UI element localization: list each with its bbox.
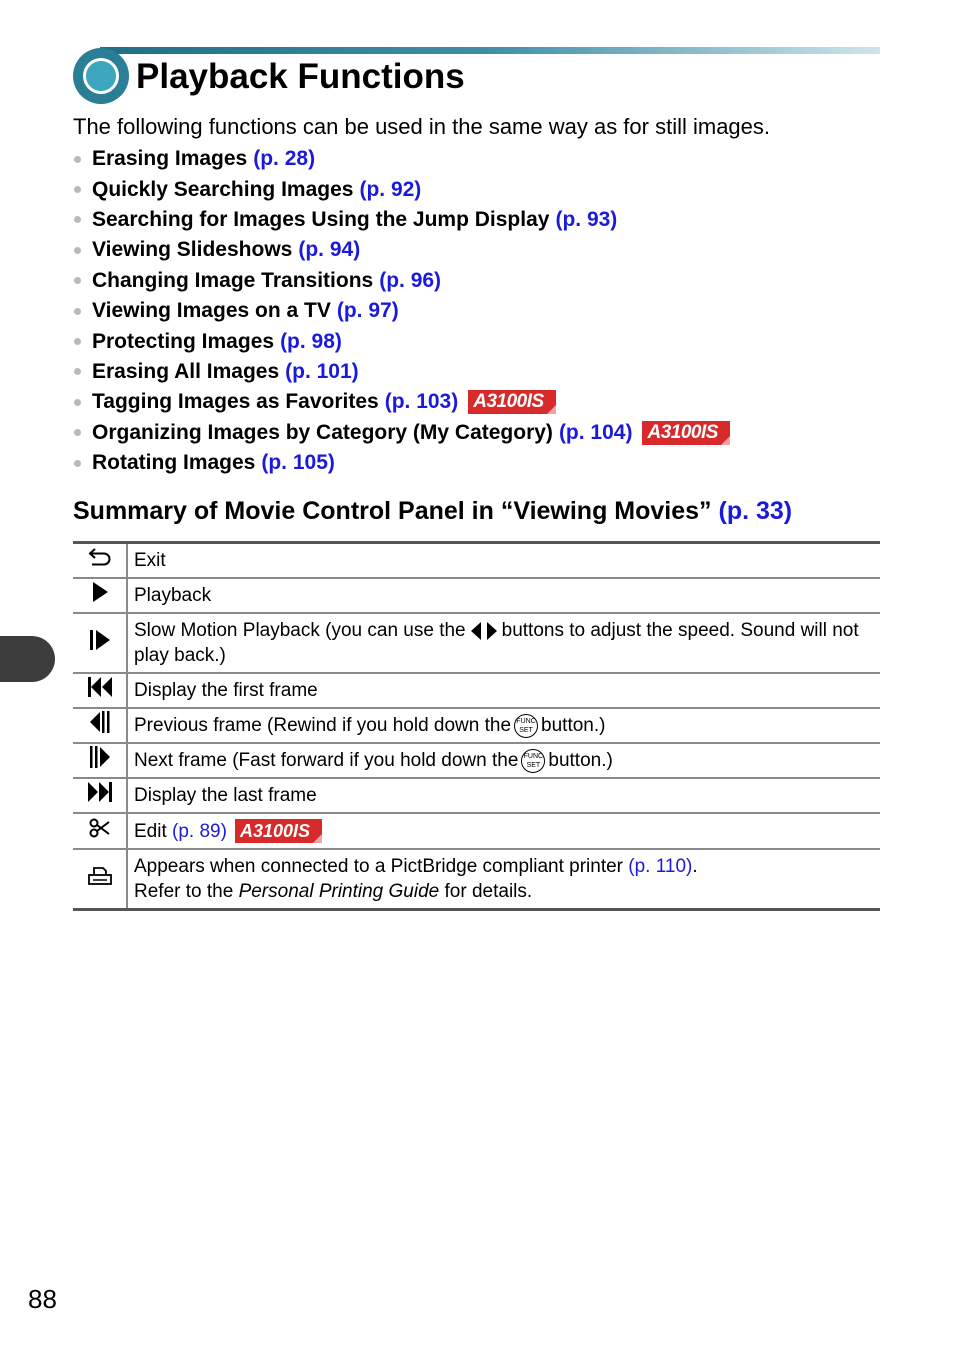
bullet-icon bbox=[74, 460, 81, 467]
page-link[interactable]: (p. 103) bbox=[384, 390, 459, 414]
list-item: Changing Image Transitions (p. 96) bbox=[73, 266, 730, 296]
page-link[interactable]: (p. 28) bbox=[253, 147, 316, 171]
next-frame-icon bbox=[73, 743, 127, 778]
exit-icon bbox=[73, 543, 127, 579]
list-item: Organizing Images by Category (My Category) (p. 104) A3100IS bbox=[73, 418, 730, 448]
table-row: Previous frame (Rewind if you hold down the FUNC SET button.) bbox=[73, 708, 880, 743]
scissors-icon bbox=[73, 813, 127, 849]
page-link[interactable]: (p. 110) bbox=[628, 856, 693, 877]
page-number: 88 bbox=[28, 1284, 57, 1314]
table-row: Appears when connected to a PictBridge compliant printer (p. 110). Refer to the Personal Printing Guide for details. bbox=[73, 849, 880, 910]
model-badge: A3100IS bbox=[642, 421, 729, 445]
bullet-icon bbox=[74, 368, 81, 375]
page-link[interactable]: (p. 92) bbox=[359, 177, 422, 201]
page-title: Playback Functions bbox=[136, 57, 465, 96]
previous-frame-icon bbox=[73, 708, 127, 743]
page-link[interactable]: (p. 94) bbox=[298, 238, 361, 262]
bullet-icon bbox=[74, 399, 81, 406]
table-row: Edit (p. 89) A3100IS bbox=[73, 813, 880, 849]
bullet-icon bbox=[74, 429, 81, 436]
func-set-button-icon: FUNC SET bbox=[514, 714, 538, 738]
table-row: Playback bbox=[73, 578, 880, 613]
list-item: Erasing Images (p. 28) bbox=[73, 144, 730, 174]
printer-icon bbox=[73, 849, 127, 910]
bullet-icon bbox=[74, 216, 81, 223]
left-right-arrows-icon bbox=[470, 621, 498, 641]
chapter-circle-icon bbox=[73, 48, 129, 104]
slow-motion-icon bbox=[73, 613, 127, 673]
func-set-button-icon: FUNC SET bbox=[521, 749, 545, 773]
header-bar bbox=[100, 47, 880, 54]
table-row: Slow Motion Playback (you can use the buttons to adjust the speed. Sound will not play back.) bbox=[73, 613, 880, 673]
list-item: Viewing Slideshows (p. 94) bbox=[73, 235, 730, 265]
bullet-icon bbox=[74, 308, 81, 315]
list-item: Erasing All Images (p. 101) bbox=[73, 357, 730, 387]
first-frame-icon bbox=[73, 673, 127, 708]
page-link[interactable]: (p. 101) bbox=[285, 359, 359, 383]
bullet-icon bbox=[74, 156, 81, 163]
list-item: Searching for Images Using the Jump Display (p. 93) bbox=[73, 205, 730, 235]
model-badge: A3100IS bbox=[468, 390, 555, 414]
page-link[interactable]: (p. 33) bbox=[718, 497, 793, 525]
list-item: Rotating Images (p. 105) bbox=[73, 448, 730, 478]
table-row: Next frame (Fast forward if you hold down the FUNC SET button.) bbox=[73, 743, 880, 778]
function-list bbox=[73, 144, 730, 478]
list-item: Tagging Images as Favorites (p. 103) A3100IS bbox=[73, 387, 730, 417]
play-icon bbox=[73, 578, 127, 613]
last-frame-icon bbox=[73, 778, 127, 813]
table-row: Exit bbox=[73, 543, 880, 579]
page-link[interactable]: (p. 98) bbox=[280, 329, 342, 353]
page-link[interactable]: (p. 104) bbox=[558, 420, 633, 444]
bullet-icon bbox=[74, 186, 81, 193]
bullet-icon bbox=[74, 338, 81, 345]
movie-control-table bbox=[73, 541, 880, 911]
table-row: Display the first frame bbox=[73, 673, 880, 708]
page-link[interactable]: (p. 93) bbox=[555, 207, 618, 231]
model-badge: A3100IS bbox=[235, 819, 322, 843]
page-link[interactable]: (p. 97) bbox=[336, 299, 399, 323]
page-link[interactable]: (p. 96) bbox=[379, 268, 442, 292]
section-title: Summary of Movie Control Panel in “Viewing Movies” (p. 33) bbox=[73, 497, 793, 525]
list-item: Quickly Searching Images (p. 92) bbox=[73, 174, 730, 204]
chapter-tab bbox=[0, 636, 55, 682]
table-row: Display the last frame bbox=[73, 778, 880, 813]
intro-text: The following functions can be used in the same way as for still images. bbox=[73, 114, 771, 139]
page-link[interactable]: (p. 105) bbox=[261, 451, 335, 475]
list-item: Protecting Images (p. 98) bbox=[73, 326, 730, 356]
bullet-icon bbox=[74, 247, 81, 254]
list-item: Viewing Images on a TV (p. 97) bbox=[73, 296, 730, 326]
page-link[interactable]: (p. 89) bbox=[172, 820, 227, 842]
bullet-icon bbox=[74, 277, 81, 284]
